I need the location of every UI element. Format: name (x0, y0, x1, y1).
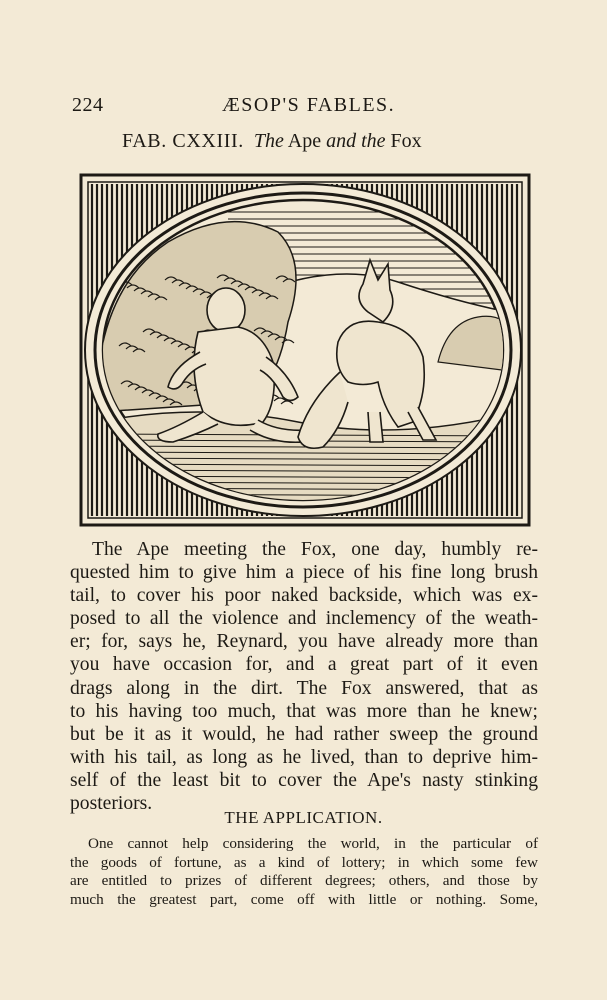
application-text-line: are entitled to prizes of different degrees; others, and those by (70, 872, 538, 890)
fable-text-line: quested him to give him a piece of his fine long brush (70, 562, 538, 584)
application-text-line: the goods of fortune, as a kind of lottery; in which some few (70, 853, 538, 871)
fable-title-the: The (253, 130, 284, 152)
woodcut-illustration (78, 172, 532, 528)
fable-text-line: tail, to cover his poor naked backside, which was ex- (70, 585, 538, 607)
page-number: 224 (72, 94, 104, 116)
fable-body-text (70, 538, 538, 815)
fable-text-line: er; for, says he, Reynard, you have already more than (70, 631, 538, 653)
running-head (72, 94, 542, 120)
application-text-line: One cannot help considering the world, in the particular of (88, 835, 538, 852)
fable-text-line: self of the least bit to cover the Ape's nasty stinking (70, 769, 538, 791)
fable-text-line: to his having too much, that was more than he knew; (70, 700, 538, 722)
fable-text-line: you have occasion for, and a great part of it even (70, 654, 538, 676)
fable-text-line: The Ape meeting the Fox, one day, humbly re- (92, 539, 538, 560)
fable-number: FAB. CXXIII. (122, 130, 244, 152)
fable-title-fox: Fox (390, 130, 422, 152)
application-heading: THE APPLICATION. (224, 808, 383, 827)
fable-title (122, 130, 542, 153)
book-title: ÆSOP'S FABLES. (222, 94, 396, 116)
fable-text-line: but be it as it would, he had rather sweep the ground (70, 723, 538, 745)
fable-title-the-2: the (361, 130, 386, 152)
fable-text-line: posed to all the violence and inclemency of the weath- (70, 608, 538, 630)
ape-and-fox-woodcut-icon (78, 172, 532, 528)
application-text (70, 835, 538, 909)
application-text-line: much the greatest part, come off with little or nothing. Some, (70, 890, 538, 908)
fable-text-line: with his tail, as long as he lived, than to deprive him- (70, 746, 538, 768)
fable-title-ape: Ape (287, 130, 322, 152)
fable-text-line: drags along in the dirt. The Fox answered, that as (70, 677, 538, 699)
fable-title-and: and (326, 130, 357, 152)
fable-text-line: posteriors. (70, 793, 153, 815)
